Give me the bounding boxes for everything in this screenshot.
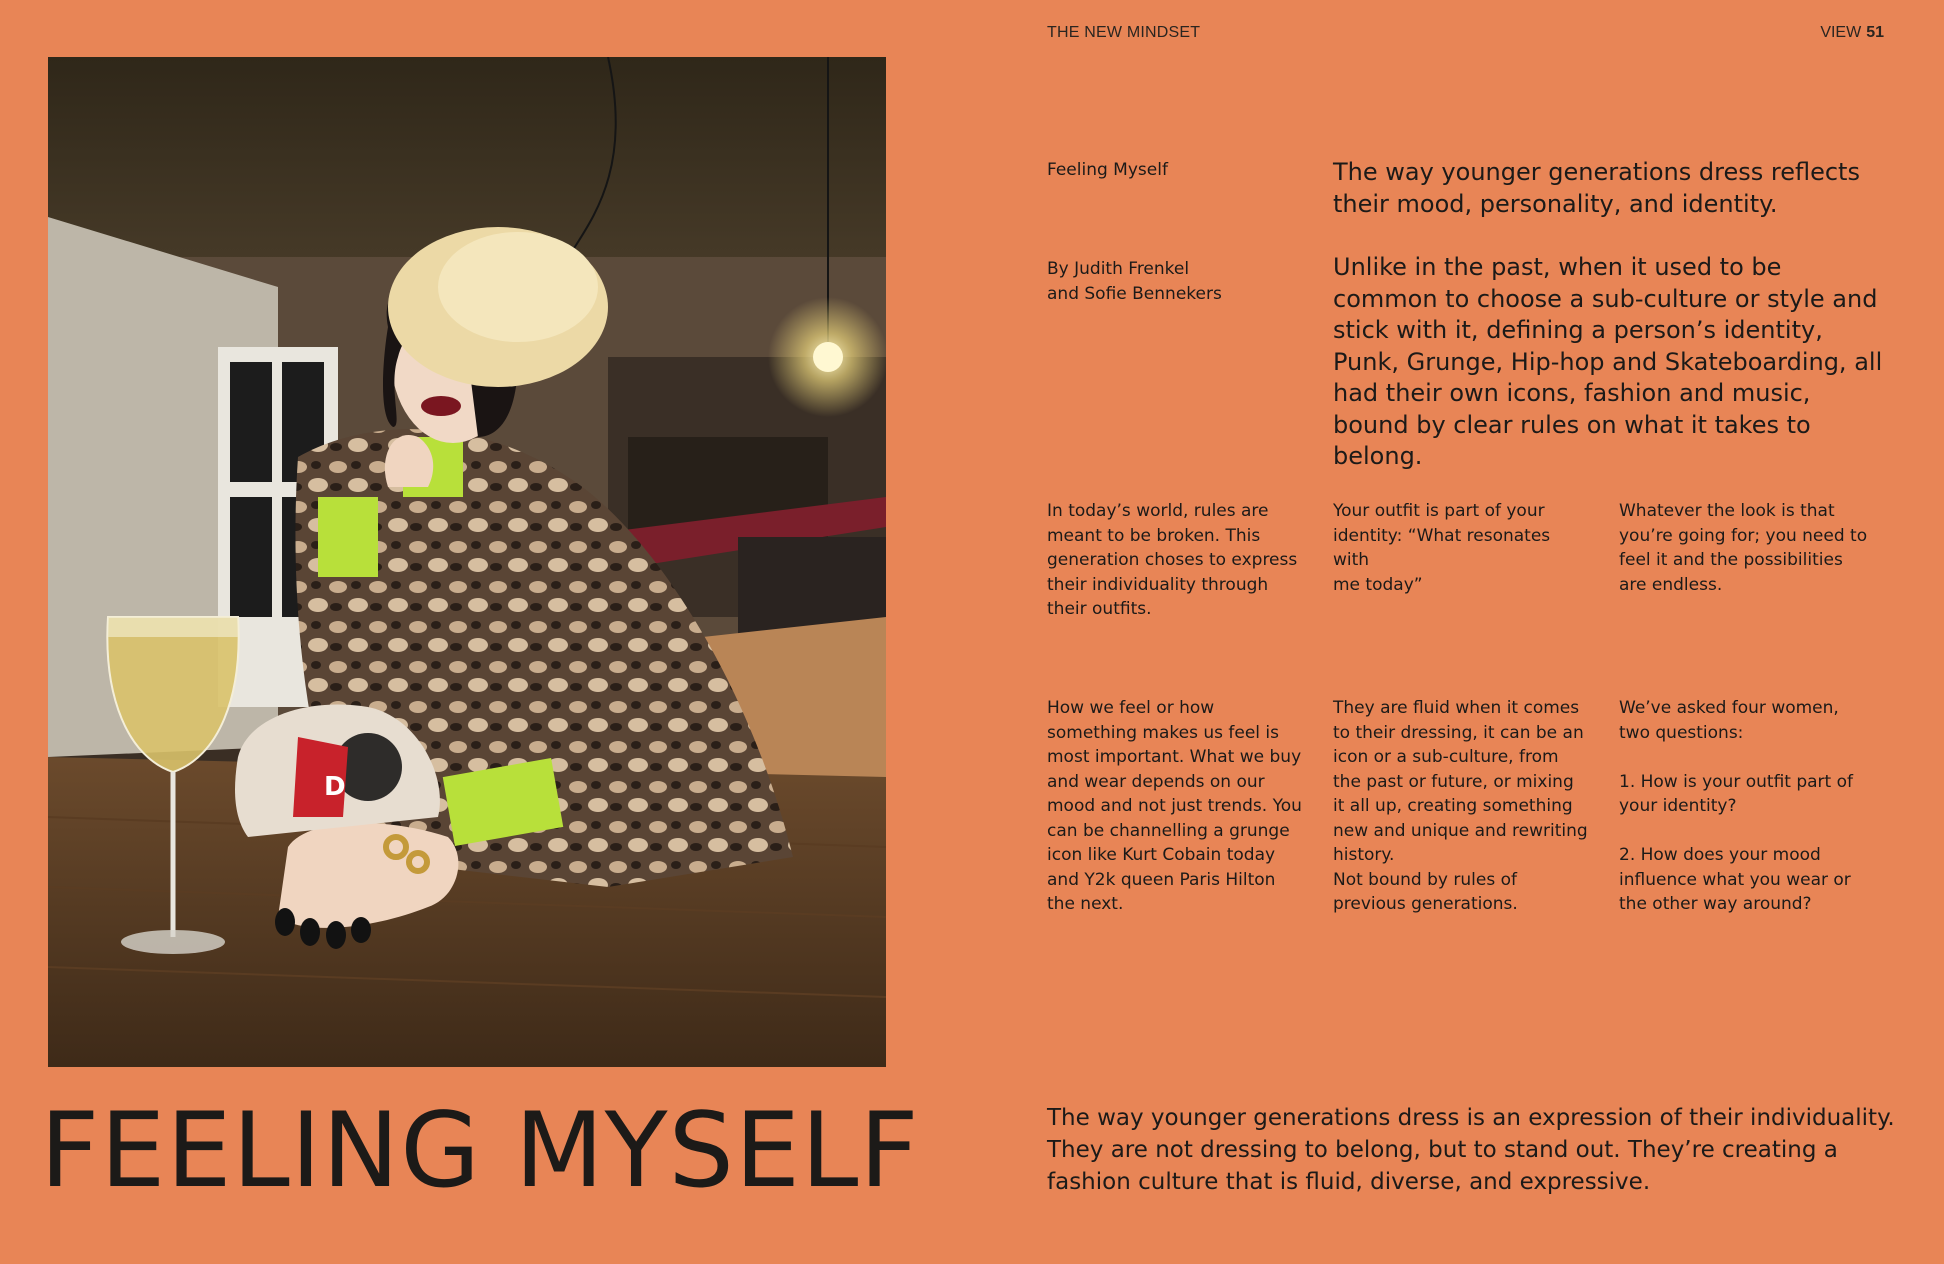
editorial-photo <box>48 57 886 1067</box>
article-kicker: Feeling Myself <box>1047 160 1168 180</box>
page-number: 51 <box>1866 24 1884 41</box>
body-column-2-row-1: Your outfit is part of your identity: “What resonates with me today” <box>1333 501 1551 595</box>
lead-paragraph-2: Unlike in the past, when it used to be common to choose a sub-culture or style and stick with it, defining a person’s identity, Punk, Grunge, Hip-hop and Skateboarding, all had their own icons, fashion and music, bound by clear rules on what it takes to belong. <box>1333 253 1883 470</box>
byline: By Judith Frenkel and Sofie Bennekers <box>1047 259 1222 304</box>
closing-statement: The way younger generations dress is an expression of their individuality. They are not dressing to belong, but to stand out. They’re creating a fashion culture that is fluid, diverse, and expressive. <box>1047 1105 1895 1195</box>
svg-text:D: D <box>324 772 346 802</box>
photo-illustration <box>48 57 886 1067</box>
view-label: VIEW <box>1820 24 1862 41</box>
body-column-1-row-1: In today’s world, rules are meant to be broken. This generation choses to express their individuality through their outfits. <box>1047 501 1298 619</box>
body-column-3-row-2: We’ve asked four women, two questions: 1. How is your outfit part of your identity? 2. How does your mood influence what you wear or the other way around? <box>1619 698 1853 914</box>
body-column-3-row-1: Whatever the look is that you’re going for; you need to feel it and the possibilities are endless. <box>1619 501 1868 595</box>
lead-paragraph-1: The way younger generations dress reflects their mood, personality, and identity. <box>1333 158 1860 218</box>
headline: FEELING MYSELF <box>40 1091 920 1211</box>
body-column-1-row-2: How we feel or how something makes us feel is most important. What we buy and wear depends on our mood and not just trends. You can be channelling a grunge icon like Kurt Cobain today and Y2k queen Paris Hilton the next. <box>1047 698 1302 914</box>
section-label: THE NEW MINDSET <box>1047 24 1201 41</box>
body-column-2-row-2: They are fluid when it comes to their dressing, it can be an icon or a sub-culture, from the past or future, or mixing it all up, creating something new and unique and rewriting history. Not bound by rules of previous generations. <box>1333 698 1588 914</box>
page-indicator <box>1820 24 1884 42</box>
